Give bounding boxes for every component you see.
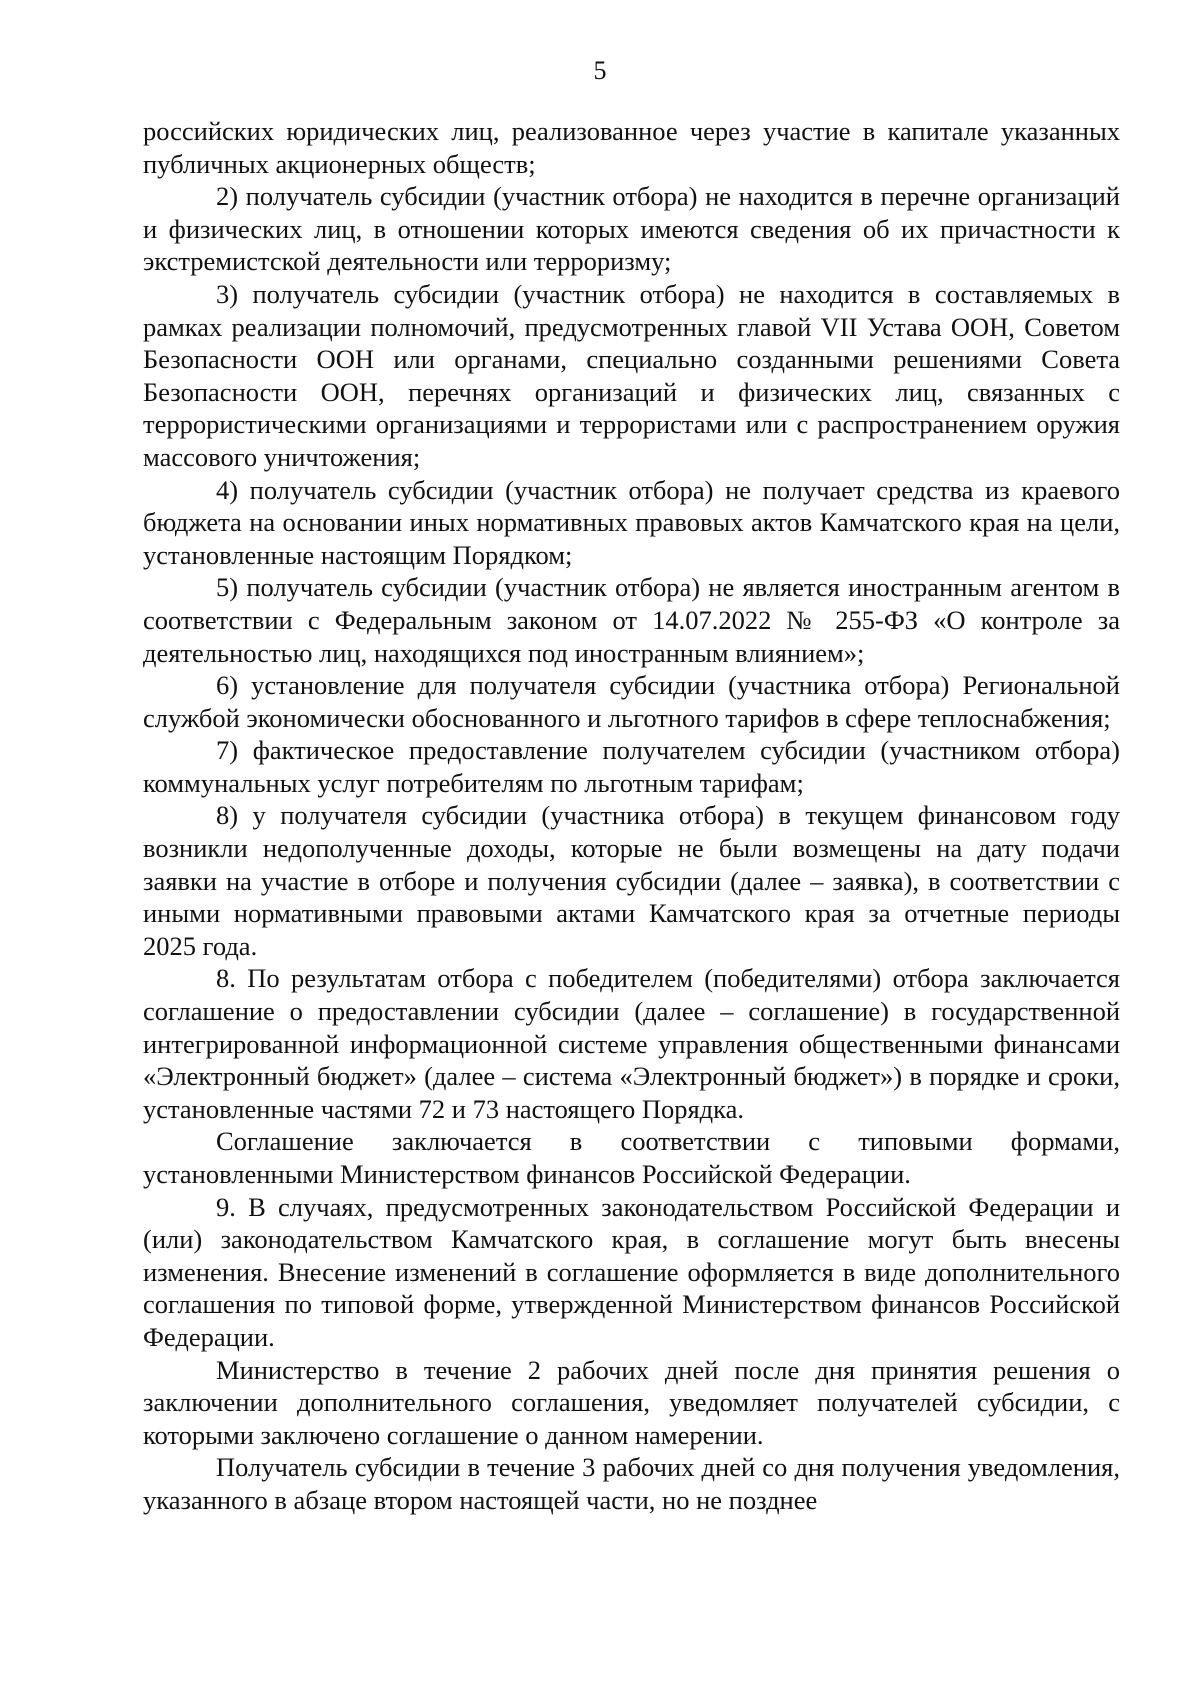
section-9-paragraph: 9. В случаях, предусмотренных законодательством Российской Федерации и (или) законодательством Камчатского края, в соглашение могут быть внесены изменения. Внесение изменений в соглашение оформляется в виде дополнительного соглашения по типовой форме, утвержденной Министерством финансов Российской Федерации. (143, 1191, 1120, 1352)
document-body (143, 115, 1120, 1517)
agreement-forms-paragraph: Соглашение заключается в соответствии с типовыми формами, установленными Министерством финансов Российской Федерации. (143, 1126, 1120, 1189)
section-8-paragraph: 8. По результатам отбора с победителем (победителями) отбора заключается соглашение о предоставлении субсидии (далее – соглашение) в государственной интегрированной информационной системе управления общественными финансами «Электронный бюджет» (далее – система «Электронный бюджет») в порядке и сроки, установленные частями 72 и 73 настоящего Порядка. (143, 963, 1120, 1124)
recipient-deadline-paragraph: Получатель субсидии в течение 3 рабочих дней со дня получения уведомления, указанного в абзаце втором настоящей части, но не позднее (143, 1452, 1120, 1515)
list-item-6: 6) установление для получателя субсидии (участника отбора) Региональной службой экономически обоснованного и льготного тарифов в сфере теплоснабжения; (143, 670, 1120, 733)
page-number: 5 (593, 56, 607, 85)
list-item-3: 3) получатель субсидии (участник отбора) не находится в составляемых в рамках реализации полномочий, предусмотренных главой VII Устава ООН, Советом Безопасности ООН или органами, специально созданными решениями Совета Безопасности ООН, перечнях организаций и физических лиц, связанных с террористическими организациями и террористами или с распространением оружия массового уничтожения; (143, 278, 1120, 472)
list-item-2: 2) получатель субсидии (участник отбора) не находится в перечне организаций и физических лиц, в отношении которых имеются сведения об их причастности к экстремистской деятельности или терроризму; (143, 181, 1120, 277)
ministry-notice-paragraph: Министерство в течение 2 рабочих дней после дня принятия решения о заключении дополнительного соглашения, уведомляет получателей субсидии, с которыми заключено соглашение о данном намерении. (143, 1354, 1120, 1450)
list-item-5: 5) получатель субсидии (участник отбора) не является иностранным агентом в соответствии с Федеральным законом от 14.07.2022 № 255-ФЗ «О контроле за деятельностью лиц, находящихся под иностранным влиянием»; (143, 572, 1120, 668)
list-item-8: 8) у получателя субсидии (участника отбора) в текущем финансовом году возникли недополученные доходы, которые не были возмещены на дату подачи заявки на участие в отборе и получения субсидии (далее – заявка), в соответствии с иными нормативными правовыми актами Камчатского края за отчетные периоды 2025 года. (143, 800, 1120, 961)
paragraph-continuation: российских юридических лиц, реализованное через участие в капитале указанных публичных акционерных обществ; (143, 116, 1120, 179)
list-item-4: 4) получатель субсидии (участник отбора) не получает средства из краевого бюджета на основании иных нормативных правовых актов Камчатского края на цели, установленные настоящим Порядком; (143, 474, 1120, 570)
list-item-7: 7) фактическое предоставление получателем субсидии (участником отбора) коммунальных услуг потребителям по льготным тарифам; (143, 735, 1120, 798)
